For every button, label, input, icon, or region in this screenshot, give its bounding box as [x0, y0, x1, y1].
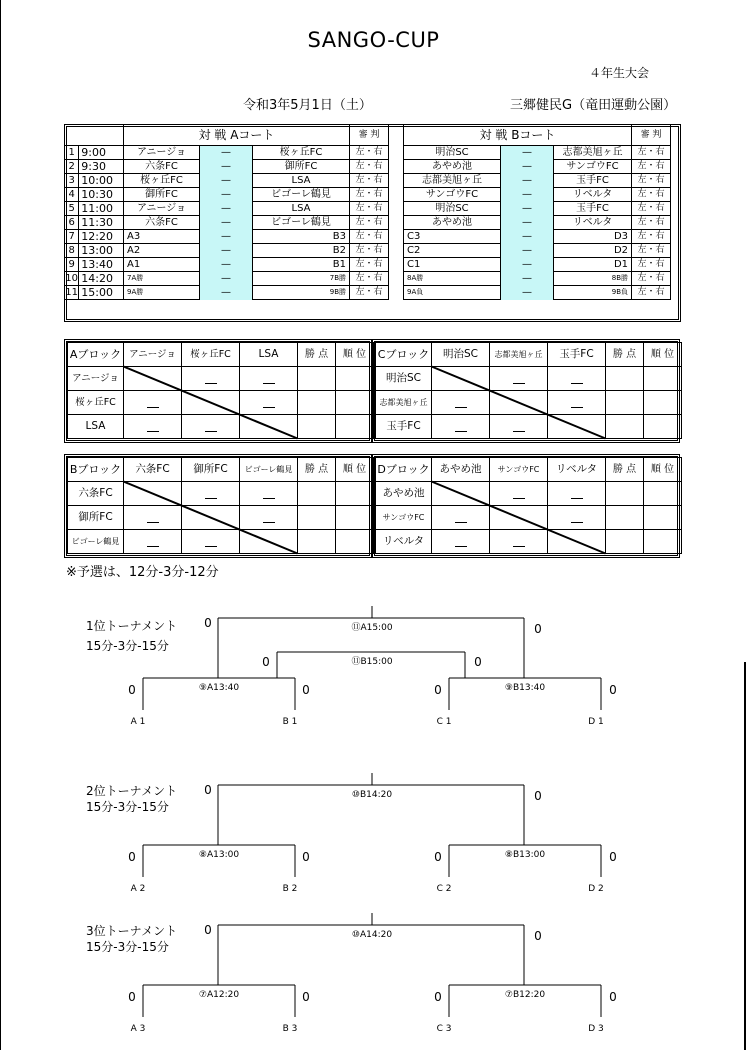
- court-a-team-1: A2: [124, 244, 200, 258]
- court-a-team-2: 御所FC: [253, 160, 350, 174]
- vs-dash: —: [200, 244, 253, 258]
- match-number: 4: [65, 188, 79, 202]
- bracket-team-label: C 2: [436, 884, 452, 894]
- referee-b: 左・右: [632, 160, 671, 174]
- team-row-name: ビゴーレ鶴見: [68, 530, 124, 554]
- court-b-team-2: サンゴウFC: [554, 160, 632, 174]
- court-a-team-2: 桜ヶ丘FC: [253, 146, 350, 160]
- tournament-format: 15分-3分-15分: [86, 940, 169, 954]
- referee-a: 左・右: [350, 160, 389, 174]
- match-number: 3: [65, 174, 79, 188]
- referee-a: 左・右: [350, 286, 389, 300]
- referee-a: 左・右: [350, 230, 389, 244]
- score-final-left: 0: [204, 783, 212, 797]
- points-header: 勝 点: [606, 458, 644, 482]
- court-b-team-2: D1: [554, 258, 632, 272]
- match-number: 10: [65, 273, 78, 284]
- team-column-header: 桜ヶ丘FC: [182, 343, 240, 367]
- match-time: 11:30: [79, 216, 124, 230]
- court-a-team-1: 六条FC: [124, 160, 200, 174]
- points-header: 勝 点: [298, 343, 336, 367]
- bracket-team-label: D 2: [588, 884, 604, 894]
- court-b-team-1: C1: [404, 258, 501, 272]
- court-a-team-1: 御所FC: [124, 188, 200, 202]
- court-a-team-1: A3: [124, 230, 200, 244]
- match-number: 5: [65, 202, 79, 216]
- semi-a-match-label: ⑦A12:20: [198, 990, 240, 1000]
- score-a-left: 0: [128, 850, 136, 864]
- team-column-header: アニージョ: [124, 343, 182, 367]
- court-a-team-2: B2: [253, 244, 350, 258]
- score-a-left: 0: [128, 683, 136, 697]
- vs-dash: —: [200, 174, 253, 188]
- team-column-header: サンゴウFC: [490, 458, 548, 482]
- team-row-name: サンゴウFC: [376, 506, 432, 530]
- tournament-name: 3位トーナメント: [86, 924, 178, 938]
- team-row-name: アニージョ: [68, 367, 124, 391]
- court-a-team-2: B3: [253, 230, 350, 244]
- court-b-team-1: C3: [404, 230, 501, 244]
- match-time: 9:30: [79, 160, 124, 174]
- court-a-team-1: 9A勝: [124, 286, 200, 300]
- tournament-label: [86, 783, 177, 815]
- team-column-header: 六条FC: [124, 458, 182, 482]
- court-b-team-2: 9B負: [554, 286, 632, 300]
- referee-b-header: 審 判: [632, 125, 671, 146]
- court-a-team-2: 7B勝: [253, 272, 350, 286]
- final-match-label: ⑩A14:20: [351, 930, 393, 940]
- match-number: 9: [65, 258, 79, 272]
- vs-dash: —: [501, 202, 554, 216]
- rank-header: 順 位: [336, 343, 374, 367]
- court-b-team-1: C2: [404, 244, 501, 258]
- team-column-header: あやめ池: [432, 458, 490, 482]
- team-row-name: あやめ池: [376, 482, 432, 506]
- bracket-team-label: C 1: [436, 717, 452, 727]
- vs-dash: —: [200, 216, 253, 230]
- team-row-name: LSA: [68, 415, 124, 439]
- court-b-team-1: サンゴウFC: [404, 188, 501, 202]
- page-title: SANGO-CUP: [307, 28, 440, 52]
- referee-a: 左・右: [350, 216, 389, 230]
- match-number: 11: [65, 287, 78, 298]
- final-match-label: ⑪A15:00: [351, 623, 393, 633]
- vs-dash: —: [501, 230, 554, 244]
- rank-header: 順 位: [644, 343, 682, 367]
- score-b-right: 0: [609, 683, 617, 697]
- grade-label: ４年生大会: [588, 66, 649, 80]
- team-row-name: 志都美旭ヶ丘: [376, 391, 432, 415]
- vs-dash: —: [200, 202, 253, 216]
- referee-b: 左・右: [632, 272, 671, 286]
- semi-a-match-label: ⑧A13:00: [198, 850, 240, 860]
- court-b-team-2: 玉手FC: [554, 202, 632, 216]
- tournament-name: 1位トーナメント: [86, 619, 178, 633]
- points-header: 勝 点: [606, 343, 644, 367]
- match-time: 9:00: [79, 146, 124, 160]
- tournament-name: 2位トーナメント: [86, 784, 178, 798]
- match-number: 7: [65, 230, 79, 244]
- score-a-right: 0: [302, 683, 310, 697]
- referee-a: 左・右: [350, 202, 389, 216]
- match-time: 12:20: [79, 230, 124, 244]
- referee-a: 左・右: [350, 244, 389, 258]
- court-a-team-2: B1: [253, 258, 350, 272]
- court-a-team-2: ビゴーレ鶴見: [253, 188, 350, 202]
- court-a-team-1: A1: [124, 258, 200, 272]
- court-b-team-2: 玉手FC: [554, 174, 632, 188]
- court-b-team-2: リベルタ: [554, 188, 632, 202]
- vs-dash: —: [501, 216, 554, 230]
- score-final-left: 0: [204, 616, 212, 630]
- court-b-team-2: D3: [554, 230, 632, 244]
- team-column-header: ビゴーレ鶴見: [240, 458, 298, 482]
- score-third-right: 0: [474, 655, 482, 669]
- vs-dash: —: [501, 286, 554, 300]
- bracket-team-label: B 3: [282, 1024, 298, 1034]
- court-b-team-1: 志都美旭ヶ丘: [404, 174, 501, 188]
- court-a-team-1: アニージョ: [124, 146, 200, 160]
- team-row-name: 玉手FC: [376, 415, 432, 439]
- points-header: 勝 点: [298, 458, 336, 482]
- vs-dash: —: [501, 272, 554, 286]
- match-time: 13:40: [79, 258, 124, 272]
- bracket-team-label: D 1: [588, 717, 604, 727]
- match-time: 13:00: [79, 244, 124, 258]
- match-time: 14:20: [79, 272, 124, 286]
- referee-b: 左・右: [632, 188, 671, 202]
- score-a-left: 0: [128, 990, 136, 1004]
- score-final-right: 0: [534, 929, 542, 943]
- court-b-team-1: あやめ池: [404, 216, 501, 230]
- score-b-right: 0: [609, 850, 617, 864]
- team-column-header: LSA: [240, 343, 298, 367]
- tournament-label: [86, 618, 177, 654]
- bracket-team-label: D 3: [588, 1024, 604, 1034]
- bracket-team-label: A 2: [130, 884, 146, 894]
- match-time: 11:00: [79, 202, 124, 216]
- vs-dash: —: [501, 244, 554, 258]
- prelim-note: ※予選は、12分-3分-12分: [66, 565, 219, 580]
- team-row-name: 御所FC: [68, 506, 124, 530]
- match-time: 15:00: [79, 286, 124, 300]
- block-name: Bブロック: [68, 458, 124, 482]
- court-a-team-1: 7A勝: [124, 272, 200, 286]
- vs-dash: —: [200, 146, 253, 160]
- referee-a: 左・右: [350, 146, 389, 160]
- event-date: 令和3年5月1日（土）: [243, 98, 372, 113]
- third-match-label: ⑪B15:00: [351, 657, 393, 667]
- vs-dash: —: [501, 160, 554, 174]
- team-column-header: リベルタ: [548, 458, 606, 482]
- bracket-team-label: C 3: [436, 1024, 452, 1034]
- tournament-label: [86, 923, 177, 955]
- team-row-name: 六条FC: [68, 482, 124, 506]
- court-a-team-2: 9B勝: [253, 286, 350, 300]
- team-column-header: 明治SC: [432, 343, 490, 367]
- score-b-left: 0: [434, 850, 442, 864]
- team-row-name: リベルタ: [376, 530, 432, 554]
- bracket-team-label: A 1: [130, 717, 146, 727]
- score-a-right: 0: [302, 850, 310, 864]
- court-a-team-1: アニージョ: [124, 202, 200, 216]
- referee-a: 左・右: [350, 258, 389, 272]
- court-b-team-2: リベルタ: [554, 216, 632, 230]
- court-a-team-2: LSA: [253, 174, 350, 188]
- court-a-team-1: 六条FC: [124, 216, 200, 230]
- referee-a: 左・右: [350, 174, 389, 188]
- match-time: 10:30: [79, 188, 124, 202]
- vs-dash: —: [200, 188, 253, 202]
- score-b-left: 0: [434, 683, 442, 697]
- match-number: 1: [65, 146, 79, 160]
- team-row-name: 桜ヶ丘FC: [68, 391, 124, 415]
- court-b-team-1: あやめ池: [404, 160, 501, 174]
- referee-b: 左・右: [632, 286, 671, 300]
- referee-b: 左・右: [632, 244, 671, 258]
- team-column-header: 志都美旭ヶ丘: [490, 343, 548, 367]
- score-third-left: 0: [262, 655, 270, 669]
- score-final-right: 0: [534, 789, 542, 803]
- referee-a: 左・右: [350, 188, 389, 202]
- bracket-team-label: B 1: [282, 717, 298, 727]
- tournament-format: 15分-3分-15分: [86, 800, 169, 814]
- referee-b: 左・右: [632, 230, 671, 244]
- court-b-header: 対 戦 Bコート: [404, 125, 632, 146]
- court-b-team-1: 8A勝: [404, 272, 501, 286]
- score-b-left: 0: [434, 990, 442, 1004]
- vs-dash: —: [501, 188, 554, 202]
- match-number: 8: [65, 244, 79, 258]
- vs-dash: —: [200, 272, 253, 286]
- score-a-right: 0: [302, 990, 310, 1004]
- semi-b-match-label: ⑨B13:40: [504, 683, 546, 693]
- match-number: 2: [65, 160, 79, 174]
- court-a-team-1: 桜ヶ丘FC: [124, 174, 200, 188]
- semi-b-match-label: ⑦B12:20: [504, 990, 546, 1000]
- match-number: 6: [65, 216, 79, 230]
- court-a-header: 対 戦 Aコート: [124, 125, 350, 146]
- match-time: 10:00: [79, 174, 124, 188]
- court-b-team-1: 9A負: [404, 286, 501, 300]
- vs-dash: —: [200, 230, 253, 244]
- semi-a-match-label: ⑨A13:40: [198, 683, 240, 693]
- block-name: Aブロック: [68, 343, 124, 367]
- vs-dash: —: [200, 160, 253, 174]
- referee-b: 左・右: [632, 146, 671, 160]
- court-b-team-2: 8B勝: [554, 272, 632, 286]
- referee-b: 左・右: [632, 216, 671, 230]
- team-column-header: 玉手FC: [548, 343, 606, 367]
- referee-b: 左・右: [632, 174, 671, 188]
- team-row-name: 明治SC: [376, 367, 432, 391]
- block-name: Dブロック: [376, 458, 432, 482]
- court-b-team-1: 明治SC: [404, 202, 501, 216]
- vs-dash: —: [501, 258, 554, 272]
- referee-a: 左・右: [350, 272, 389, 286]
- court-a-team-2: ビゴーレ鶴見: [253, 216, 350, 230]
- score-final-right: 0: [534, 622, 542, 636]
- semi-b-match-label: ⑧B13:00: [504, 850, 546, 860]
- team-column-header: 御所FC: [182, 458, 240, 482]
- rank-header: 順 位: [336, 458, 374, 482]
- vs-dash: —: [501, 146, 554, 160]
- final-match-label: ⑩B14:20: [351, 790, 393, 800]
- court-b-team-1: 明治SC: [404, 146, 501, 160]
- rank-header: 順 位: [644, 458, 682, 482]
- block-name: Cブロック: [376, 343, 432, 367]
- referee-b: 左・右: [632, 258, 671, 272]
- court-a-team-2: LSA: [253, 202, 350, 216]
- score-final-left: 0: [204, 923, 212, 937]
- referee-a-header: 審 判: [350, 125, 389, 146]
- referee-b: 左・右: [632, 202, 671, 216]
- court-b-team-2: 志都美旭ヶ丘: [554, 146, 632, 160]
- vs-dash: —: [501, 174, 554, 188]
- score-b-right: 0: [609, 990, 617, 1004]
- vs-dash: —: [200, 258, 253, 272]
- tournament-format: 15分-3分-15分: [86, 639, 169, 653]
- bracket-team-label: A 3: [130, 1024, 146, 1034]
- vs-dash: —: [200, 286, 253, 300]
- event-venue: 三郷健民G（竜田運動公園）: [510, 98, 677, 113]
- bracket-team-label: B 2: [282, 884, 298, 894]
- court-b-team-2: D2: [554, 244, 632, 258]
